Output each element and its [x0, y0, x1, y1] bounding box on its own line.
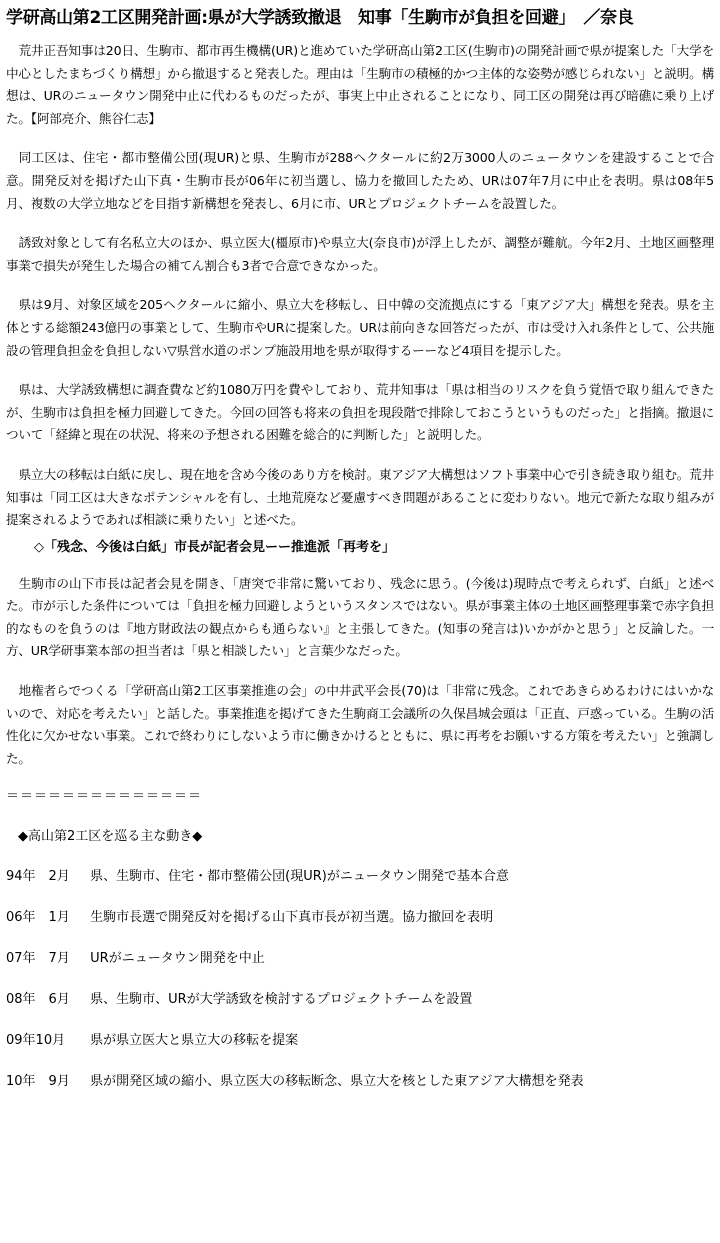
article-paragraph: 同工区は、住宅・都市整備公団(現UR)と県、生駒市が288ヘクタールに約2万3000人のニュータウンを建設することで合意。開発反対を掲げた山下真・生駒市長が06年に初当選し、協力を撤回したため、URは07年7月に中止を表明。県は08年5月、複数の大学立地などを目指す新構想を発表し、6月に市、URとプロジェクトチームを設置した。 [6, 150, 714, 211]
timeline-item [6, 990, 714, 1010]
timeline-list [6, 867, 714, 1092]
article-paragraph: 生駒市の山下市長は記者会見を開き、「唐突で非常に驚いており、残念に思う。(今後は)現時点で考えられず、白紙」と述べた。市が示した条件については「負担を極力回避しようというスタンスではない。県が事業主体の土地区画整理事業で赤字負担的なものを負うのは『地方財政法の観点からも通らない』と主張してきた。(知事の発言は)いかがかと思う」と反論した。一方、UR学研事業本部の担当者は「県と相談したい」と言葉少なだった。 [6, 575, 714, 659]
timeline-item [6, 1031, 714, 1051]
article-paragraph: 地権者らでつくる「学研高山第2工区事業推進の会」の中井武平会長(70)は「非常に残念。これであきらめるわけにはいかないので、対応を考えたい」と話した。事業推進を掲げてきた生駒商工会議所の久保昌城会頭は「正直、戸惑っている。生駒の活性化に欠かせない事業。これで終わりにしないよう市に働きかけるとともに、県に再考をお願いする方策を考えたい」と強調した。 [6, 683, 714, 766]
timeline-date: 10年 9月 [6, 1074, 70, 1090]
timeline-date: 06年 1月 [6, 910, 70, 926]
timeline-date: 08年 6月 [6, 992, 70, 1008]
article-subhead: ◇「残念、今後は白紙」市長が記者会見ーー推進派「再考を」 [34, 539, 395, 555]
timeline-text: 県、生駒市、住宅・都市整備公団(現UR)がニュータウン開発で基本合意 [90, 869, 509, 885]
timeline-text: 県が開発区域の縮小、県立医大の移転断念、県立大を核とした東アジア大構想を発表 [90, 1074, 584, 1090]
timeline-text: 生駒市長選で開発反対を掲げる山下真市長が初当選。協力撤回を表明 [90, 910, 494, 926]
timeline-item [6, 949, 714, 969]
timeline-date: 09年10月 [6, 1033, 66, 1049]
timeline-item [6, 908, 714, 928]
article-paragraph: 県は9月、対象区域を205ヘクタールに縮小、県立大を移転し、日中韓の交流拠点にする「東アジア大」構想を発表。県を主体とする総額243億円の事業として、生駒市やURに提案した。URは前向きな回答だったが、市は受け入れ条件として、公共施設の管理負担金を負担しない▽県営水道のポンプ施設用地を県が取得するーーなど4項目を提示した。 [6, 297, 714, 358]
article-headline: 学研高山第2工区開発計画:県が大学誘致撤退 知事「生駒市が負担を回避」 ／奈良 [6, 8, 634, 28]
timeline-item [6, 867, 714, 887]
article-page [0, 6, 720, 1243]
timeline-item [6, 1072, 714, 1092]
article-paragraph: 誘致対象として有名私立大のほか、県立医大(橿原市)や県立大(奈良市)が浮上したが、調整が難航。今年2月、土地区画整理事業で損失が発生した場合の補てん割合も3者で合意できなかった。 [6, 235, 714, 273]
timeline-text: URがニュータウン開発を中止 [90, 951, 265, 967]
section-divider: ＝＝＝＝＝＝＝＝＝＝＝＝＝＝ [6, 789, 203, 805]
article-paragraph: 県立大の移転は白紙に戻し、現在地を含め今後のあり方を検討。東アジア大構想はソフト事業中心で引き続き取り組む。荒井知事は「同工区は大きなポテンシャルを有し、土地荒廃など憂慮すべき問題があることに変わりない。地元で新たな取り組みが提案されるようであれば相談に乗りたい」と述べた。 [6, 466, 714, 528]
timeline-text: 県、生駒市、URが大学誘致を検討するプロジェクトチームを設置 [90, 992, 473, 1008]
article-paragraph: 荒井正吾知事は20日、生駒市、都市再生機構(UR)と進めていた学研高山第2工区(生駒市)の開発計画で県が提案した「大学を中心としたまちづくり構想」から撤退すると発表した。理由は「生駒市の積極的かつ主体的な姿勢が感じられない」と説明。構想は、URのニュータウン開発中止に代わるものだったが、事実上中止されることになり、同工区の開発は再び暗礁に乗り上げた。【阿部亮介、熊谷仁志】 [6, 43, 714, 126]
article-paragraph: 県は、大学誘致構想に調査費など約1080万円を費やしており、荒井知事は「県は相当のリスクを負う覚悟で取り組んできたが、生駒市は負担を極力回避してきた。今回の回答も将来の負担を現段階で排除しておこうというものだった」と指摘。撤退について「経緯と現在の状況、将来の予想される困難を総合的に判断した」と説明した。 [6, 382, 714, 443]
timeline-date: 94年 2月 [6, 869, 70, 885]
timeline-date: 07年 7月 [6, 951, 70, 967]
timeline-title: ◆高山第2工区を巡る主な動き◆ [18, 829, 203, 845]
timeline-text: 県が県立医大と県立大の移転を提案 [90, 1033, 299, 1049]
